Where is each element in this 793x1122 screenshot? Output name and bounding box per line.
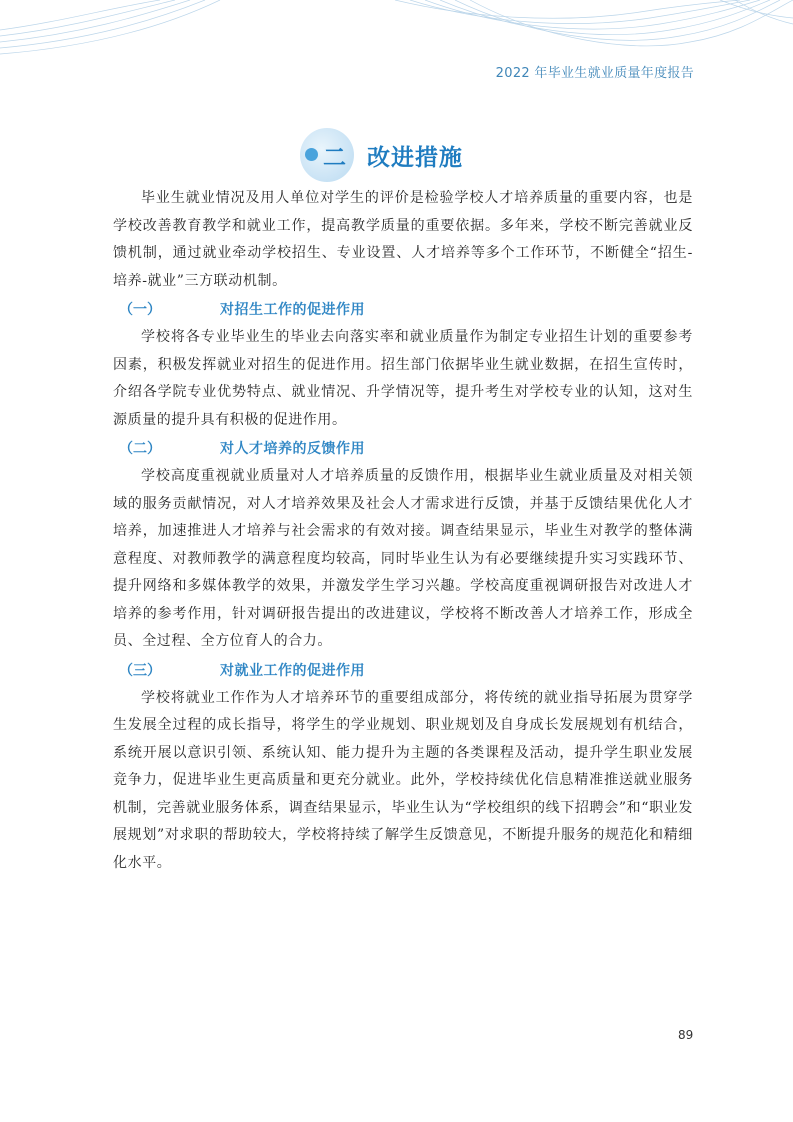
page-number: 89 xyxy=(678,1028,694,1042)
section-heading xyxy=(323,139,463,172)
subsection-paragraph-1: 学校将各专业毕业生的毕业去向落实率和就业质量作为制定专业招生计划的重要参考因素，积极发挥就业对招生的促进作用。招生部门依据毕业生就业数据，在招生宣传时，介绍各学院专业优势特点、就业情况、升学情况等，提升考生对学校专业的认知，这对生源质量的提升具有积极的促进作用。 xyxy=(113,329,693,428)
header-wave-decoration xyxy=(0,0,793,70)
section-number: 二 xyxy=(323,145,347,171)
section-title xyxy=(300,128,500,182)
subsection-heading-3 xyxy=(113,658,693,685)
title-dot-decoration xyxy=(305,148,318,161)
subsection-title: 对人才培养的反馈作用 xyxy=(220,441,365,457)
intro-paragraph: 毕业生就业情况及用人单位对学生的评价是检验学校人才培养质量的重要内容，也是学校改善教育教学和就业工作，提高教学质量的重要依据。多年来，学校不断完善就业反馈机制，通过就业牵动学校招生、专业设置、人才培养等多个工作环节，不断健全“招生-培养-就业”三方联动机制。 xyxy=(113,190,693,289)
subsection-paragraph-2: 学校高度重视就业质量对人才培养质量的反馈作用，根据毕业生就业质量及对相关领域的服务贡献情况，对人才培养效果及社会人才需求进行反馈，并基于反馈结果优化人才培养，加速推进人才培养与社会需求的有效对接。调查结果显示，毕业生对教学的整体满意程度、对教师教学的满意程度均较高，同时毕业生认为有必要继续提升实习实践环节、提升网络和多媒体教学的效果，并激发学生学习兴趣。学校高度重视调研报告对改进人才培养的参考作用，针对调研报告提出的改进建议，学校将不断改善人才培养工作，形成全员、全过程、全方位育人的合力。 xyxy=(113,468,693,649)
main-content xyxy=(113,185,693,877)
subsection-heading-2 xyxy=(113,436,693,463)
subsection-title: 对招生工作的促进作用 xyxy=(220,302,365,318)
subsection-number: （二） xyxy=(119,441,161,457)
running-header: 2022 年毕业生就业质量年度报告 xyxy=(495,66,694,81)
subsection-title: 对就业工作的促进作用 xyxy=(220,662,365,679)
subsection-number: （一） xyxy=(119,302,161,318)
subsection-heading-1 xyxy=(113,297,693,324)
subsection-paragraph-3: 学校将就业工作作为人才培养环节的重要组成部分，将传统的就业指导拓展为贯穿学生发展全过程的成长指导，将学生的学业规划、职业规划及自身成长发展规划有机结合，系统开展以意识引领、系统认知、能力提升为主题的各类课程及活动，提升学生职业发展竞争力，促进毕业生更高质量和更充分就业。此外，学校持续优化信息精准推送就业服务机制，完善就业服务体系，调查结果显示，毕业生认为“学校组织的线下招聘会”和“职业发展规划”对求职的帮助较大，学校将持续了解学生反馈意见，不断提升服务的规范化和精细化水平。 xyxy=(113,689,693,871)
section-title-text: 改进措施 xyxy=(367,145,463,171)
subsection-number: （三） xyxy=(119,662,161,679)
